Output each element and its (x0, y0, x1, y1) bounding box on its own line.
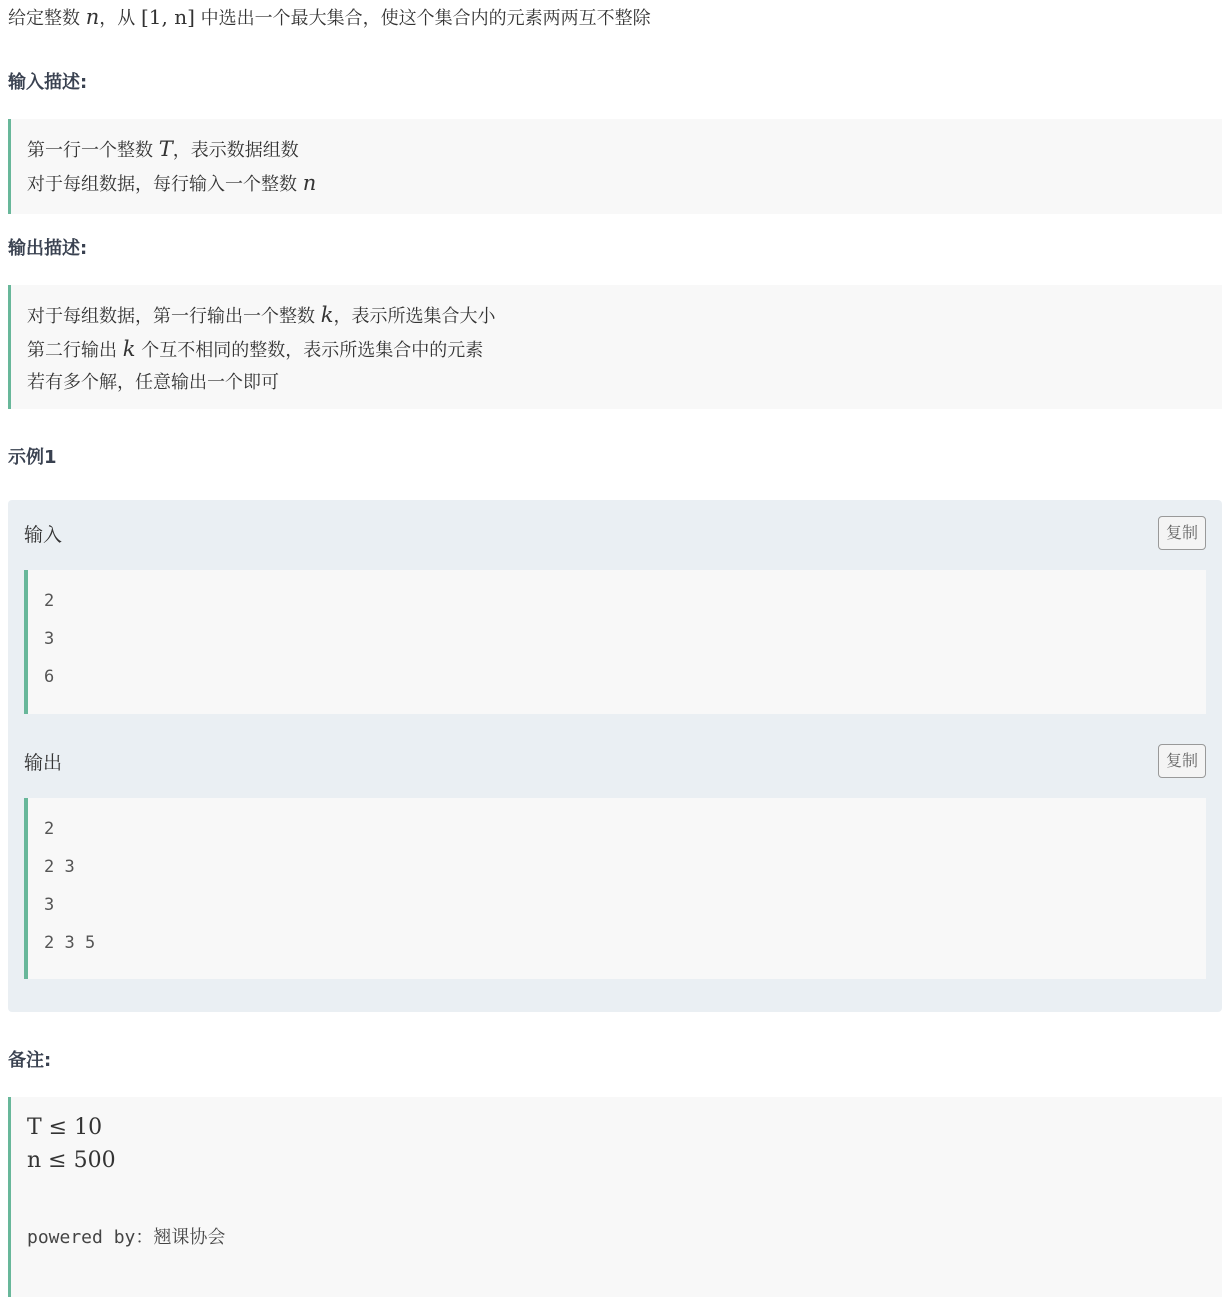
code-line: 2 (44, 819, 55, 839)
input-description-line-2: 对于每组数据，每行输入一个整数 n (27, 171, 317, 195)
math-variable-t: T (158, 137, 173, 161)
code-line: 3 (44, 895, 55, 915)
example-output-code (24, 798, 1206, 979)
example-input-code (24, 570, 1206, 714)
output-description-line-3: 若有多个解，任意输出一个即可 (27, 372, 279, 393)
input-description-title: 输入描述: (8, 72, 88, 93)
math-variable-n: n (85, 5, 100, 29)
example-input-label: 输入 (24, 524, 63, 546)
description-text: 中选出一个最大集合，使这个集合内的元素两两互不整除 (194, 8, 651, 29)
copy-output-button[interactable]: 复制 (1158, 744, 1206, 778)
powered-by-text: powered by：翘课协会 (27, 1227, 226, 1248)
example-output-label: 输出 (24, 752, 63, 774)
input-description-box (8, 119, 1222, 214)
math-variable-k: k (122, 337, 136, 361)
input-description-line-1: 第一行一个整数 T，表示数据组数 (27, 137, 299, 161)
description-text: ，从 (99, 8, 141, 29)
output-description-box (8, 285, 1222, 409)
note-constraint-n: n ≤ 500 (27, 1148, 116, 1173)
code-line: 2 (44, 591, 55, 611)
notes-box (8, 1097, 1222, 1297)
code-line: 6 (44, 667, 55, 687)
output-description-title: 输出描述: (8, 238, 88, 259)
notes-title: 备注: (8, 1050, 52, 1071)
code-line: 2 3 (44, 857, 75, 877)
code-line: 2 3 5 (44, 933, 96, 953)
math-range: [1, n] (141, 5, 195, 29)
example-title: 示例1 (8, 447, 57, 468)
math-variable-n: n (302, 171, 317, 195)
note-constraint-t: T ≤ 10 (27, 1115, 103, 1140)
math-variable-k: k (320, 303, 334, 327)
copy-input-button[interactable]: 复制 (1158, 516, 1206, 550)
output-description-line-2: 第二行输出 k 个互不相同的整数，表示所选集合中的元素 (27, 337, 484, 361)
output-description-line-1: 对于每组数据，第一行输出一个整数 k，表示所选集合大小 (27, 303, 496, 327)
description-text: 给定整数 (8, 8, 86, 29)
problem-description (8, 5, 651, 31)
example-panel (8, 500, 1222, 1012)
code-line: 3 (44, 629, 55, 649)
